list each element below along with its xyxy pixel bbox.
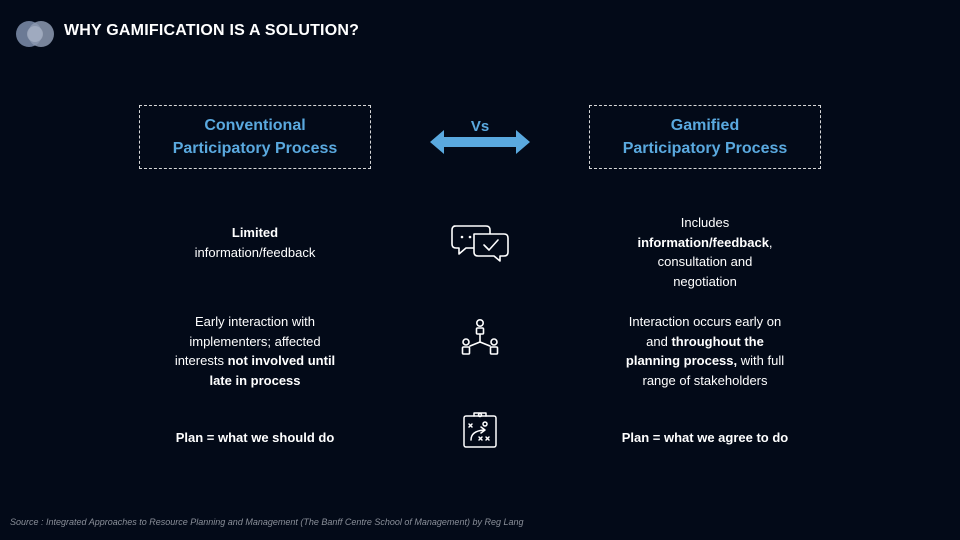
text-line: information/feedback bbox=[194, 244, 316, 260]
conventional-feedback-text bbox=[140, 223, 370, 262]
gamified-process-heading bbox=[589, 105, 821, 169]
stakeholder-network-icon bbox=[458, 318, 502, 358]
text-bold: Plan = what we agree to do bbox=[621, 430, 789, 445]
text-line: Interaction occurs early on bbox=[628, 314, 782, 329]
heading-line: Gamified bbox=[670, 117, 740, 134]
heading-line: Conventional bbox=[204, 117, 306, 134]
conventional-process-heading bbox=[139, 105, 371, 169]
text-bold: throughout the bbox=[671, 333, 764, 349]
page-title: WHY GAMIFICATION IS A SOLUTION? bbox=[64, 22, 360, 39]
text-line: Early interaction with bbox=[195, 314, 315, 329]
text-line: range of stakeholders bbox=[642, 372, 768, 388]
gamified-interaction-text bbox=[590, 312, 820, 390]
text-bold: Limited bbox=[231, 225, 279, 240]
conventional-plan-text bbox=[140, 428, 370, 448]
text-line: negotiation bbox=[673, 273, 737, 289]
chat-bubbles-icon bbox=[450, 224, 510, 262]
strategy-clipboard-icon bbox=[462, 411, 498, 449]
double-arrow-icon bbox=[430, 130, 530, 154]
vs-label: Vs bbox=[470, 118, 490, 135]
text-punct: , bbox=[768, 234, 773, 250]
conventional-interaction-text bbox=[140, 312, 370, 390]
text-line: and bbox=[646, 333, 672, 349]
text-bold: late in process bbox=[209, 372, 301, 388]
text-line: with full bbox=[737, 353, 785, 368]
gamified-feedback-text bbox=[590, 213, 820, 291]
text-line: Includes bbox=[680, 215, 730, 230]
text-bold: information/feedback bbox=[637, 234, 769, 250]
heading-line: Participatory Process bbox=[622, 140, 788, 157]
text-bold: Plan = what we should do bbox=[175, 430, 335, 445]
text-bold: not involved until bbox=[227, 353, 336, 368]
text-line: consultation and bbox=[657, 254, 753, 269]
text-line: implementers; affected bbox=[189, 333, 321, 349]
text-bold: planning process, bbox=[625, 353, 738, 368]
source-citation: Source : Integrated Approaches to Resource Planning and Management (The Banff Centre School of Management) by Reg Lang bbox=[10, 517, 524, 527]
gamified-plan-text bbox=[590, 428, 820, 448]
heading-line: Participatory Process bbox=[172, 140, 338, 157]
logo-circles-icon bbox=[14, 18, 56, 50]
text-line: interests bbox=[174, 353, 228, 368]
